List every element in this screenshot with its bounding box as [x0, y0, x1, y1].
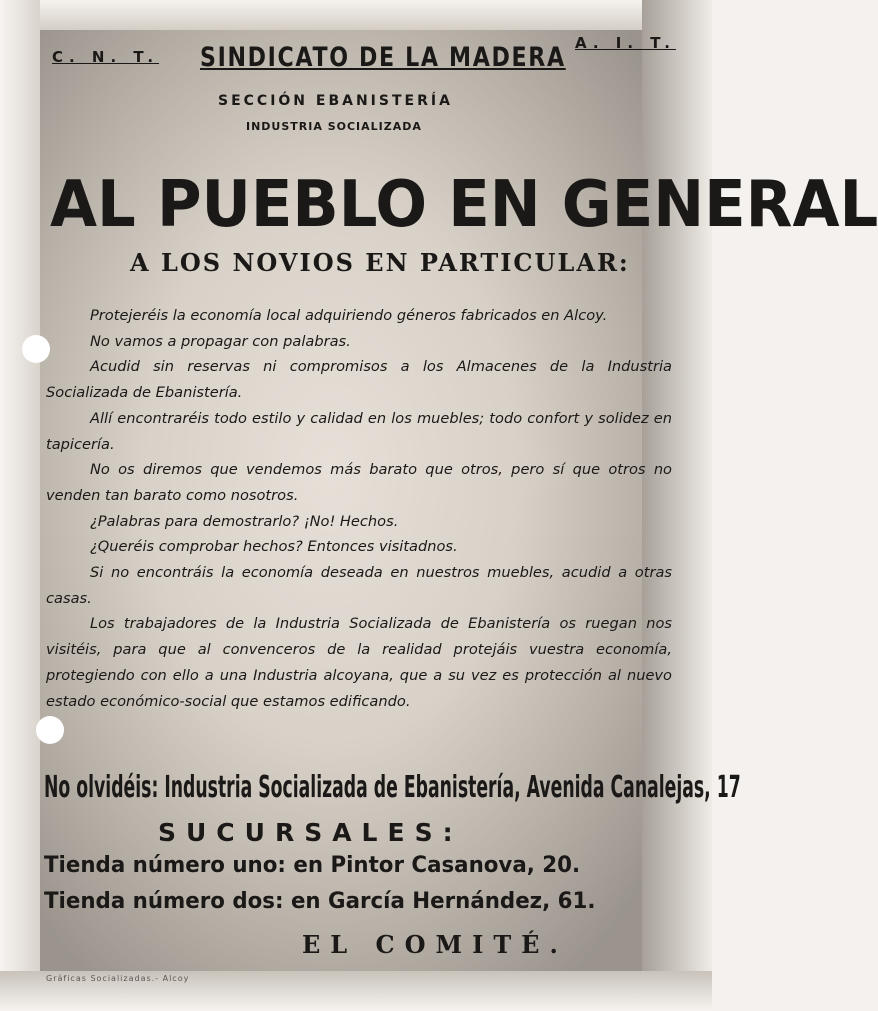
photo-edge-top: [0, 0, 712, 30]
punch-hole: [22, 335, 50, 363]
printer-imprint: Gráficas Socializadas.- Alcoy: [46, 974, 190, 983]
union-cnt: C. N. T.: [52, 48, 160, 66]
union-ait: A. I. T.: [575, 34, 676, 52]
branch-two: Tienda número dos: en García Hernández, 61.: [44, 889, 596, 914]
branches-title: SUCURSALES:: [158, 818, 463, 847]
body-text: [46, 303, 672, 714]
signature: EL COMITÉ.: [302, 930, 568, 959]
paragraph: ¿Queréis comprobar hechos? Entonces visitadnos.: [90, 538, 458, 556]
poster-headline: AL PUEBLO EN GENERAL: [50, 168, 878, 242]
paragraph: Allí encontraréis todo estilo y calidad en los muebles; todo confort y solidez en tapicería.: [46, 409, 672, 453]
address-reminder: No olvidéis: Industria Socializada de Ebanistería, Avenida Canalejas, 17: [44, 770, 741, 805]
paragraph: Si no encontráis la economía deseada en nuestros muebles, acudid a otras casas.: [46, 564, 672, 607]
photo-edge-left: [0, 0, 40, 1011]
paragraph: ¿Palabras para demostrarlo? ¡No! Hechos.: [90, 512, 399, 530]
punch-hole: [36, 716, 64, 744]
paragraph: Los trabajadores de la Industria Socializada de Ebanistería os ruegan nos visitéis, para que al convenceros de la realidad protejáis vuestra economía, protegiendo con ello a una Industria alcoyana, que a su vez es protección al nuevo estado económico-social que estamos edificando.: [46, 615, 672, 710]
paragraph: Protejeréis la economía local adquiriendo géneros fabricados en Alcoy.: [90, 307, 608, 324]
poster-subheadline: A LOS NOVIOS EN PARTICULAR:: [130, 248, 630, 277]
paragraph: Acudid sin reservas ni compromisos a los Almacenes de la Industria Socializada de Ebanistería.: [46, 358, 672, 402]
paragraph: No vamos a propagar con palabras.: [90, 332, 351, 350]
section-title: SECCIÓN EBANISTERÍA: [218, 93, 453, 109]
branch-one: Tienda número uno: en Pintor Casanova, 20.: [44, 853, 581, 878]
paragraph: No os diremos que vendemos más barato que otros, pero sí que otros no venden tan barato como nosotros.: [46, 461, 672, 504]
union-title: SINDICATO DE LA MADERA: [200, 42, 566, 73]
subsection-title: INDUSTRIA SOCIALIZADA: [246, 120, 422, 133]
